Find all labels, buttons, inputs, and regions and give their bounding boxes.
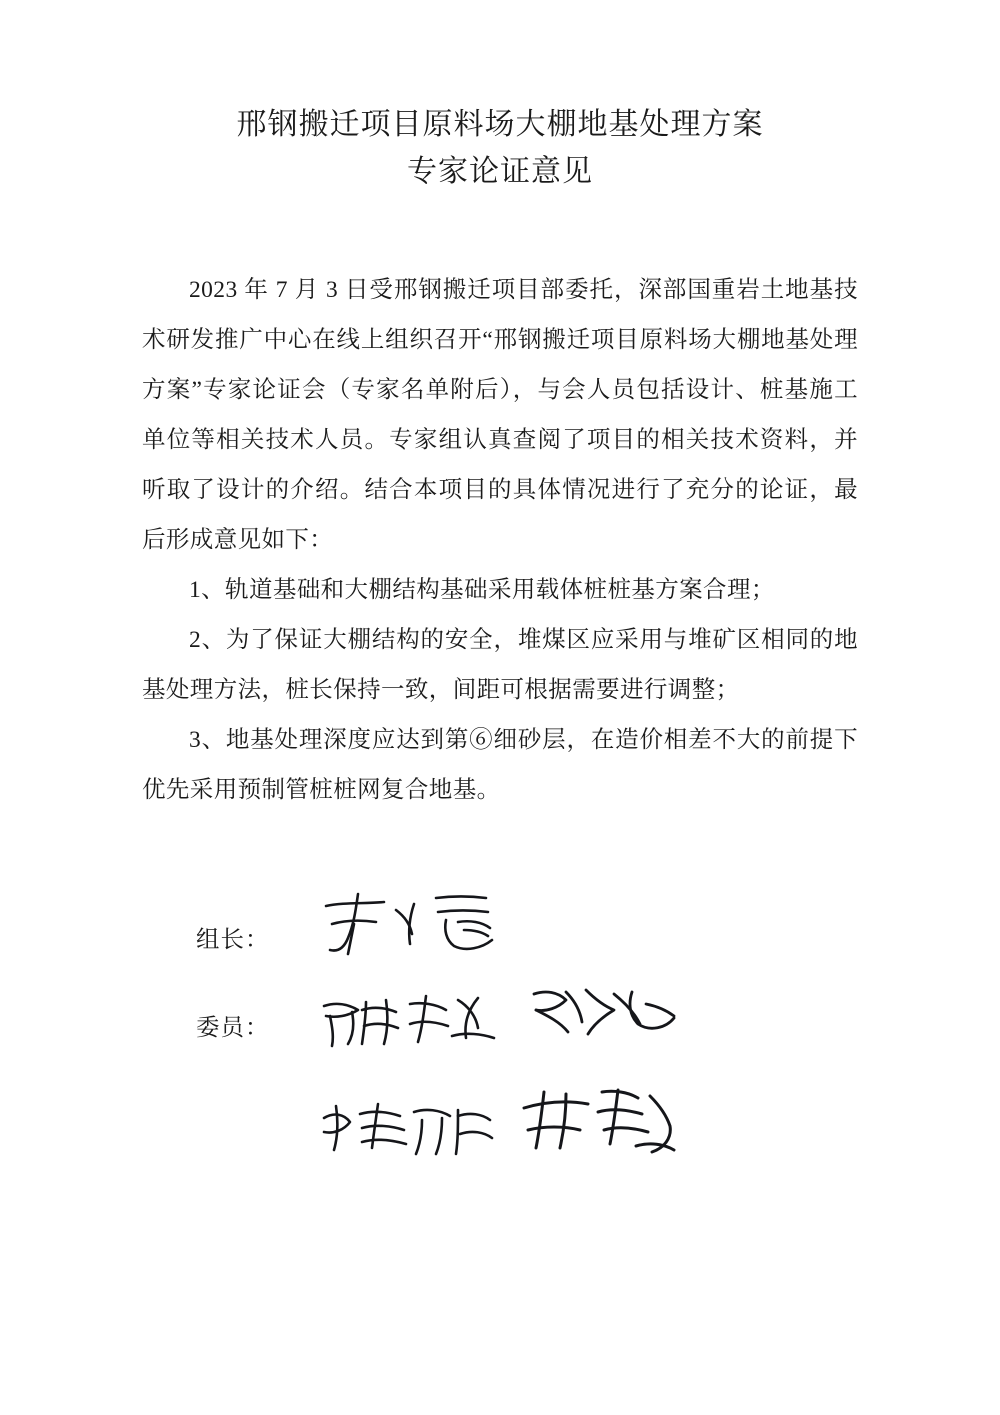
page-title <box>0 0 1000 195</box>
handwritten-signature-member-4 <box>518 1086 678 1158</box>
title-line-1: 邢钢搬迁项目原料场大棚地基处理方案 <box>236 108 764 141</box>
members-label: 委员： <box>196 1015 270 1041</box>
title-line-2: 专家论证意见 <box>407 154 593 188</box>
document-body <box>142 195 858 815</box>
handwritten-signature-member-2 <box>528 984 678 1040</box>
handwritten-signature-leader <box>318 890 508 960</box>
paragraph-opinion-1: 1、轨道基础和大棚结构基础采用载体桩桩基方案合理； <box>189 577 775 603</box>
signature-section <box>0 880 1000 1200</box>
handwritten-signature-member-3 <box>318 1102 494 1158</box>
paragraph-opinion-2: 2、为了保证大棚结构的安全，堆煤区应采用与堆矿区相同的地基处理方法，桩长保持一致，间距可根据需要进行调整； <box>142 627 858 703</box>
leader-label: 组长： <box>196 927 270 953</box>
paragraph-intro: 2023 年 7 月 3 日受邢钢搬迁项目部委托，深部国重岩土地基技术研发推广中心在线上组织召开“邢钢搬迁项目原料场大棚地基处理方案”专家论证会（专家名单附后），与会人员包括设计、桩基施工单位等相关技术人员。专家组认真查阅了项目的相关技术资料，并听取了设计的介绍。结合本项目的具体情况进行了充分的论证，最后形成意见如下： <box>142 277 858 553</box>
paragraph-opinion-3: 3、地基处理深度应达到第⑥细砂层，在造价相差不大的前提下优先采用预制管桩桩网复合地基。 <box>142 727 858 803</box>
handwritten-signature-member-1 <box>318 992 498 1054</box>
